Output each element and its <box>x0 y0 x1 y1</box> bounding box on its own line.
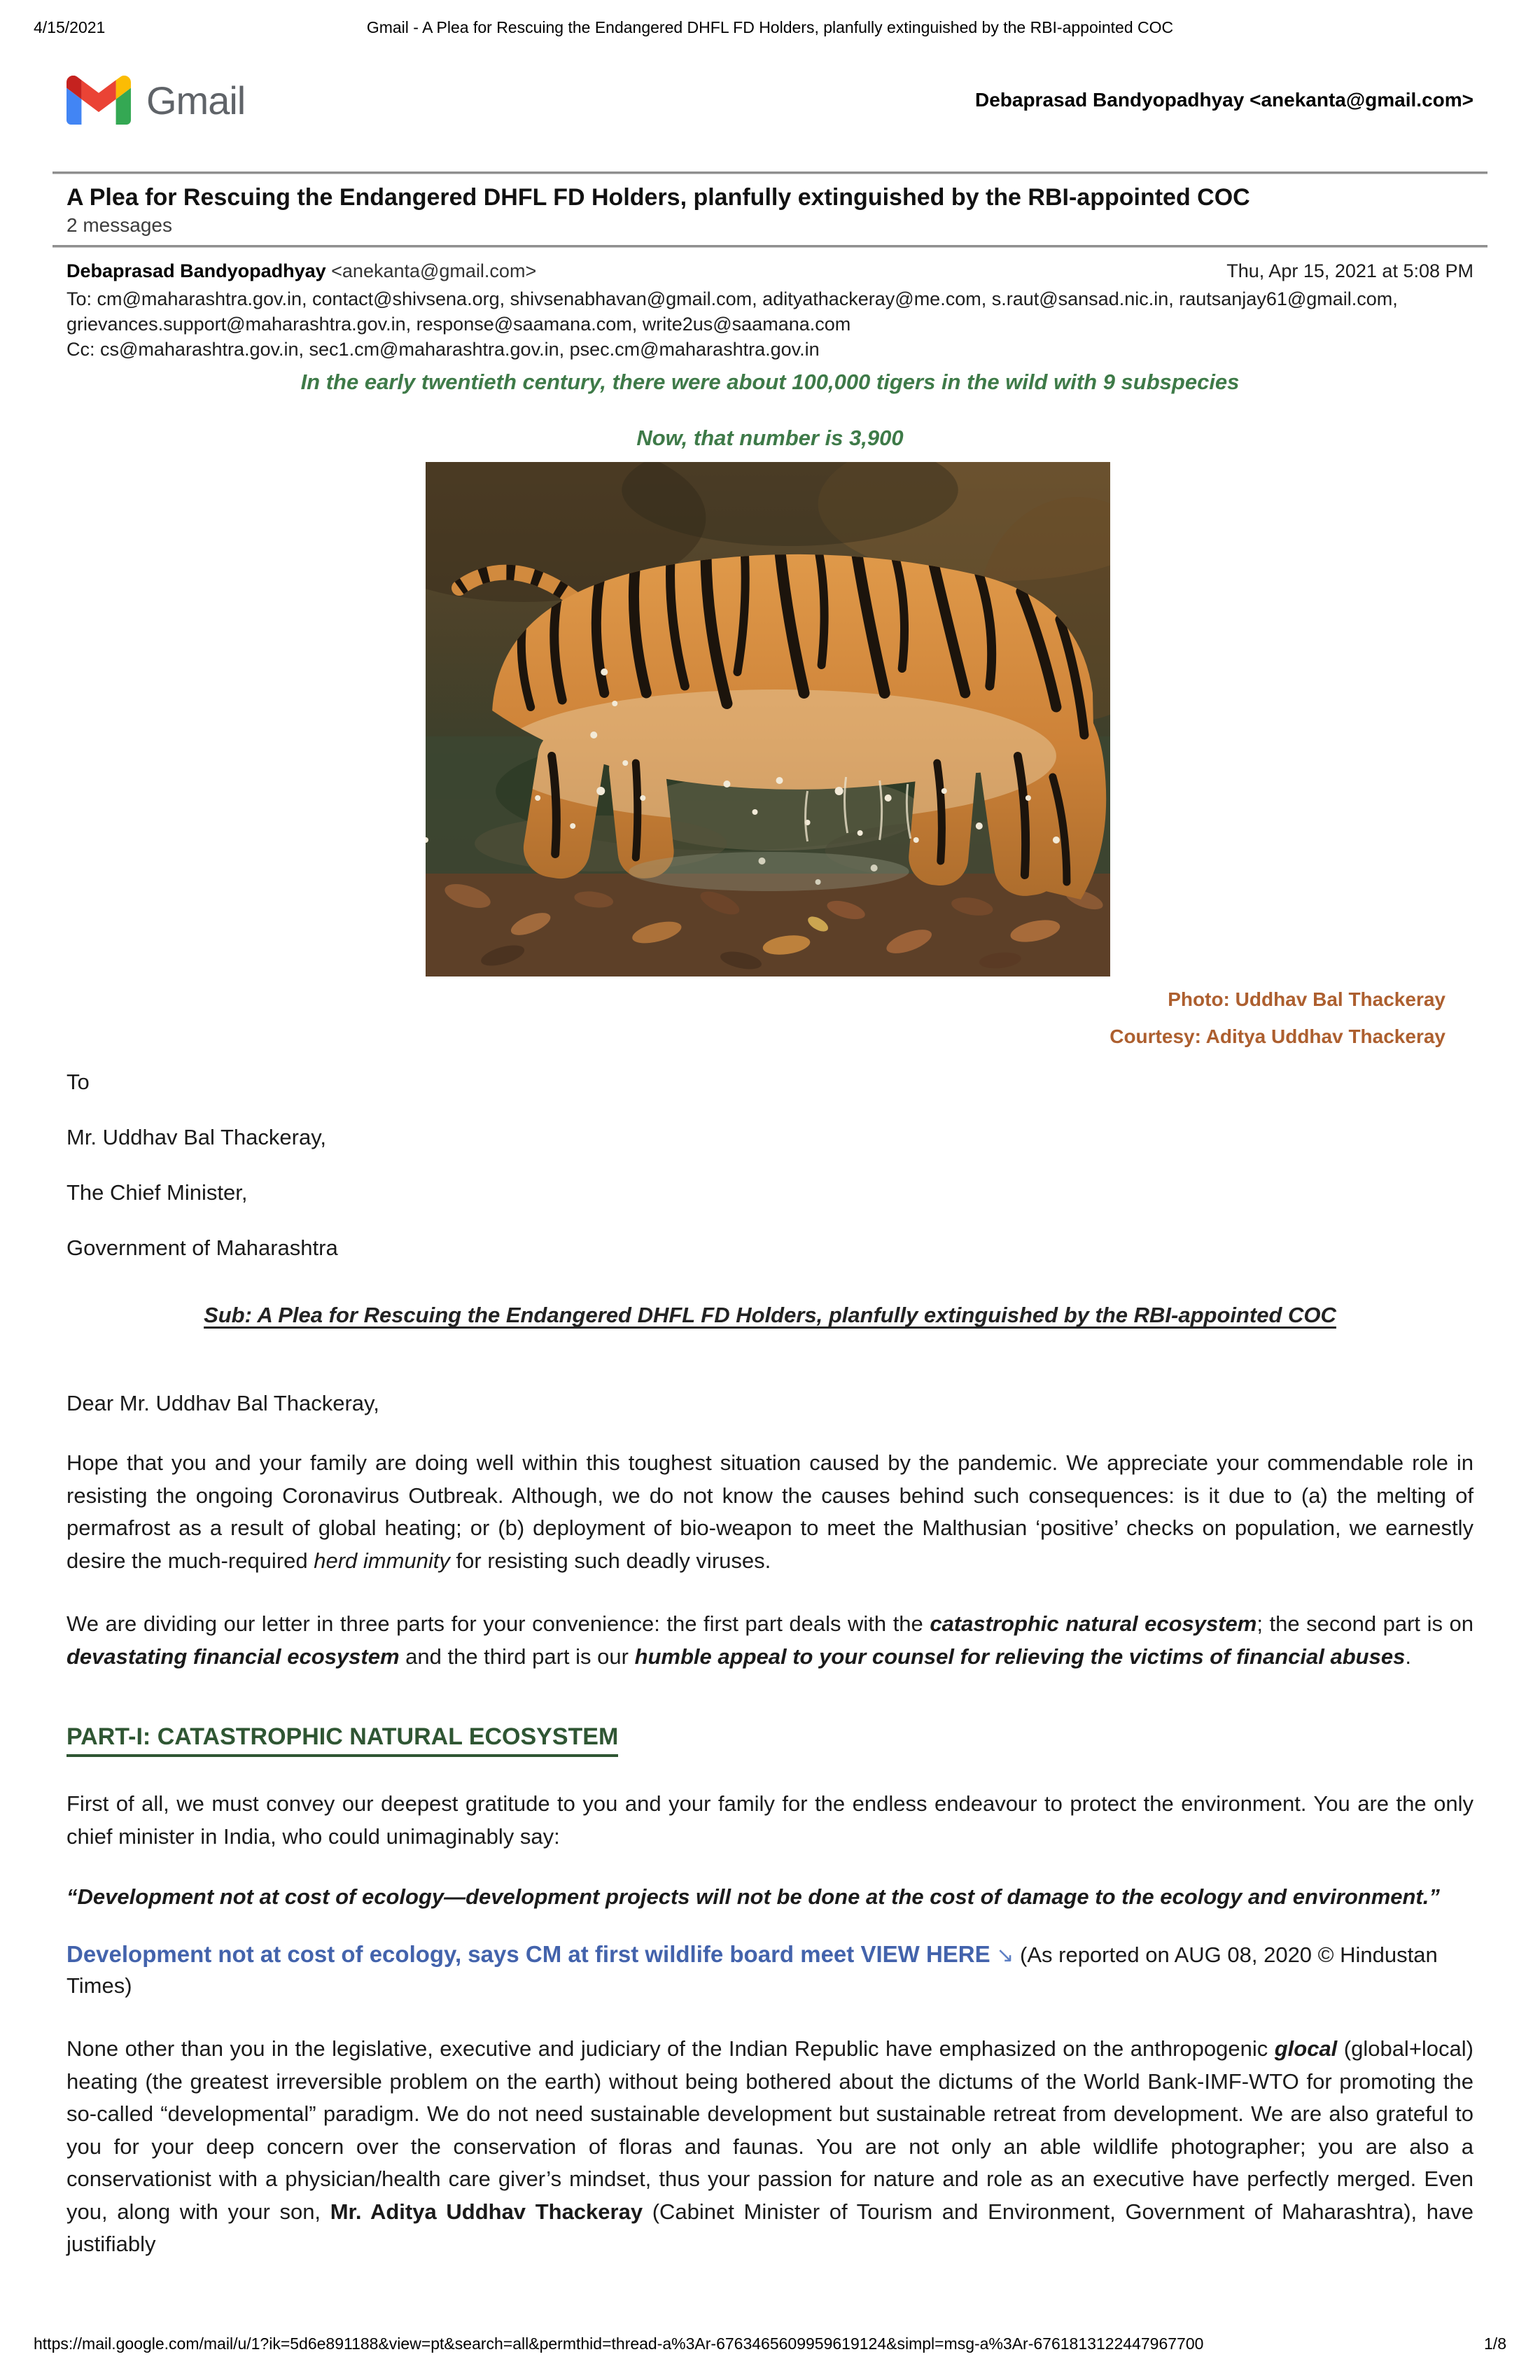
salutation: Dear Mr. Uddhav Bal Thackeray, <box>66 1391 379 1415</box>
address-line: Mr. Uddhav Bal Thackeray, <box>66 1125 327 1149</box>
gmail-wordmark: Gmail <box>146 78 246 122</box>
paragraph-pandemic <box>66 1447 1474 1577</box>
emphasis-catastrophic: catastrophic natural ecosystem <box>930 1611 1257 1636</box>
tiger-fact-line1: In the early twentieth century, there were about 100,000 tigers in the wild with 9 subspecies <box>300 370 1240 394</box>
message-metadata <box>66 260 1474 360</box>
paragraph-text: We are dividing our letter in three parts for your convenience: the first part deals with the <box>66 1611 930 1636</box>
sender-name: Debaprasad Bandyopadhyay <box>66 260 326 281</box>
gmail-header-bar <box>66 76 1474 125</box>
letter-body <box>66 1070 1474 2261</box>
divider <box>52 172 1488 174</box>
photo-credit: Photo: Uddhav Bal Thackeray <box>1168 988 1446 1010</box>
account-identity: Debaprasad Bandyopadhyay <anekanta@gmail.com> <box>974 89 1474 111</box>
courtesy-credit: Courtesy: Aditya Uddhav Thackeray <box>1110 1026 1446 1047</box>
sender <box>66 260 536 283</box>
paragraph-text: and the third part is our <box>399 1644 635 1669</box>
paragraph-text: ; the second part is on <box>1256 1611 1474 1636</box>
cm-quote: “Development not at cost of ecology—development projects will not be done at the cost of damage to the ecology and environment.” <box>66 1884 1440 1909</box>
message-timestamp: Thu, Apr 15, 2021 at 5:08 PM <box>1226 260 1474 281</box>
news-link-line <box>66 1938 1474 2003</box>
paragraph-text: (Cabinet Minister of Tourism and Environment, Government of Maharashtra), have justifiably <box>66 2199 1474 2257</box>
paragraph-text: (global+local) heating (the greatest irreversible problem on the earth) without being bothered about the dictums of the World Bank-IMF-WTO for promoting the so-called “developmental” paradigm. We do not need sustainable development but sustainable retreat from development. We are also grateful to you for your deep concern over the conservation of floras and faunas. You are not only an able wildlife photographer; you are also a conservationist with a physician/health care giver’s mindset, thus your passion for nature and role as an executive have perfectly merged. Even you, along with your son, <box>66 2036 1474 2224</box>
external-link-arrow-icon[interactable]: ↘ <box>996 1943 1014 1967</box>
tiger-photo-illustration <box>426 462 1110 976</box>
emphasis-devastating: devastating financial ecosystem <box>66 1644 400 1669</box>
cc-recipients: Cc: cs@maharashtra.gov.in, sec1.cm@maharashtra.gov.in, psec.cm@maharashtra.gov.in <box>66 338 820 360</box>
glocal-emphasis: glocal <box>1274 2036 1338 2062</box>
address-line: The Chief Minister, <box>66 1180 248 1205</box>
print-header <box>34 18 1506 37</box>
emphasis-appeal: humble appeal to your counsel for relieving the victims of financial abuses <box>634 1644 1406 1669</box>
sender-email: <anekanta@gmail.com> <box>331 260 537 281</box>
thread-subject: A Plea for Rescuing the Endangered DHFL FD Holders, planfully extinguished by the RBI-appointed COC <box>66 184 1250 211</box>
address-block <box>66 1070 1474 1261</box>
address-line: To <box>66 1070 90 1094</box>
paragraph-text: None other than you in the legislative, executive and judiciary of the Indian Republic have emphasized on the anthropogenic <box>66 2036 1275 2062</box>
address-line: Government of Maharashtra <box>66 1236 338 1260</box>
print-page-number: 1/8 <box>1484 2334 1506 2353</box>
gmail-m-icon <box>66 76 131 125</box>
print-title: Gmail - A Plea for Rescuing the Endangered DHFL FD Holders, planfully extinguished by the RBI-appointed COC <box>366 18 1174 36</box>
paragraph-text: . <box>1405 1644 1411 1669</box>
tiger-fact-line2: Now, that number is 3,900 <box>636 426 904 450</box>
news-link[interactable]: Development not at cost of ecology, says CM at first wildlife board meet VIEW HERE <box>66 1940 990 1967</box>
paragraph-glocal <box>66 2033 1474 2261</box>
paragraph-gratitude: First of all, we must convey our deepest gratitude to you and your family for the endless endeavour to protect the environment. You are the only chief minister in India, who could unimaginably say: <box>66 1791 1474 1849</box>
to-recipients-line2: grievances.support@maharashtra.gov.in, response@saamana.com, write2us@saamana.com <box>66 313 851 335</box>
part1-heading-row <box>66 1723 1474 1757</box>
letter-subject-line: Sub: A Plea for Rescuing the Endangered DHFL FD Holders, planfully extinguished by the RBI-appointed COC <box>204 1303 1336 1327</box>
gmail-logo <box>66 76 245 125</box>
to-recipients-line1: To: cm@maharashtra.gov.in, contact@shivsena.org, shivsenabhavan@gmail.com, adityathackeray@me.com, s.raut@sansad.nic.in, rautsanjay61@gmail.com, <box>66 288 1398 309</box>
divider <box>52 245 1488 248</box>
paragraph-text: Hope that you and your family are doing well within this toughest situation caused by the pandemic. We appreciate your commendable role in resisting the ongoing Coronavirus Outbreak. Although, we do not know the causes behind such consequences: is it due to (a) the melting of permafrost as a result of global heating; or (b) deployment of bio-weapon to meet the Malthusian ‘positive’ checks on population, we earnestly desire the much-required <box>66 1450 1474 1573</box>
aditya-thackeray-name: Mr. Aditya Uddhav Thackeray <box>330 2199 643 2224</box>
paragraph-three-parts <box>66 1608 1474 1673</box>
message-count: 2 messages <box>66 214 172 236</box>
link-attribution: (As reported on AUG 08, 2020 © Hindustan Times) <box>66 1942 1438 1998</box>
print-date: 4/15/2021 <box>34 18 106 36</box>
paragraph-text: for resisting such deadly viruses. <box>449 1548 771 1573</box>
tiger-photo <box>426 462 1110 976</box>
herd-immunity-emphasis: herd immunity <box>314 1548 450 1573</box>
print-url: https://mail.google.com/mail/u/1?ik=5d6e891188&view=pt&search=all&permthid=thread-a%3Ar-6763465609959619124&simpl=msg-a%3Ar-6761813122447967700 <box>34 2334 1204 2353</box>
part1-heading: PART-I: CATASTROPHIC NATURAL ECOSYSTEM <box>66 1723 618 1757</box>
print-footer <box>34 2334 1506 2353</box>
